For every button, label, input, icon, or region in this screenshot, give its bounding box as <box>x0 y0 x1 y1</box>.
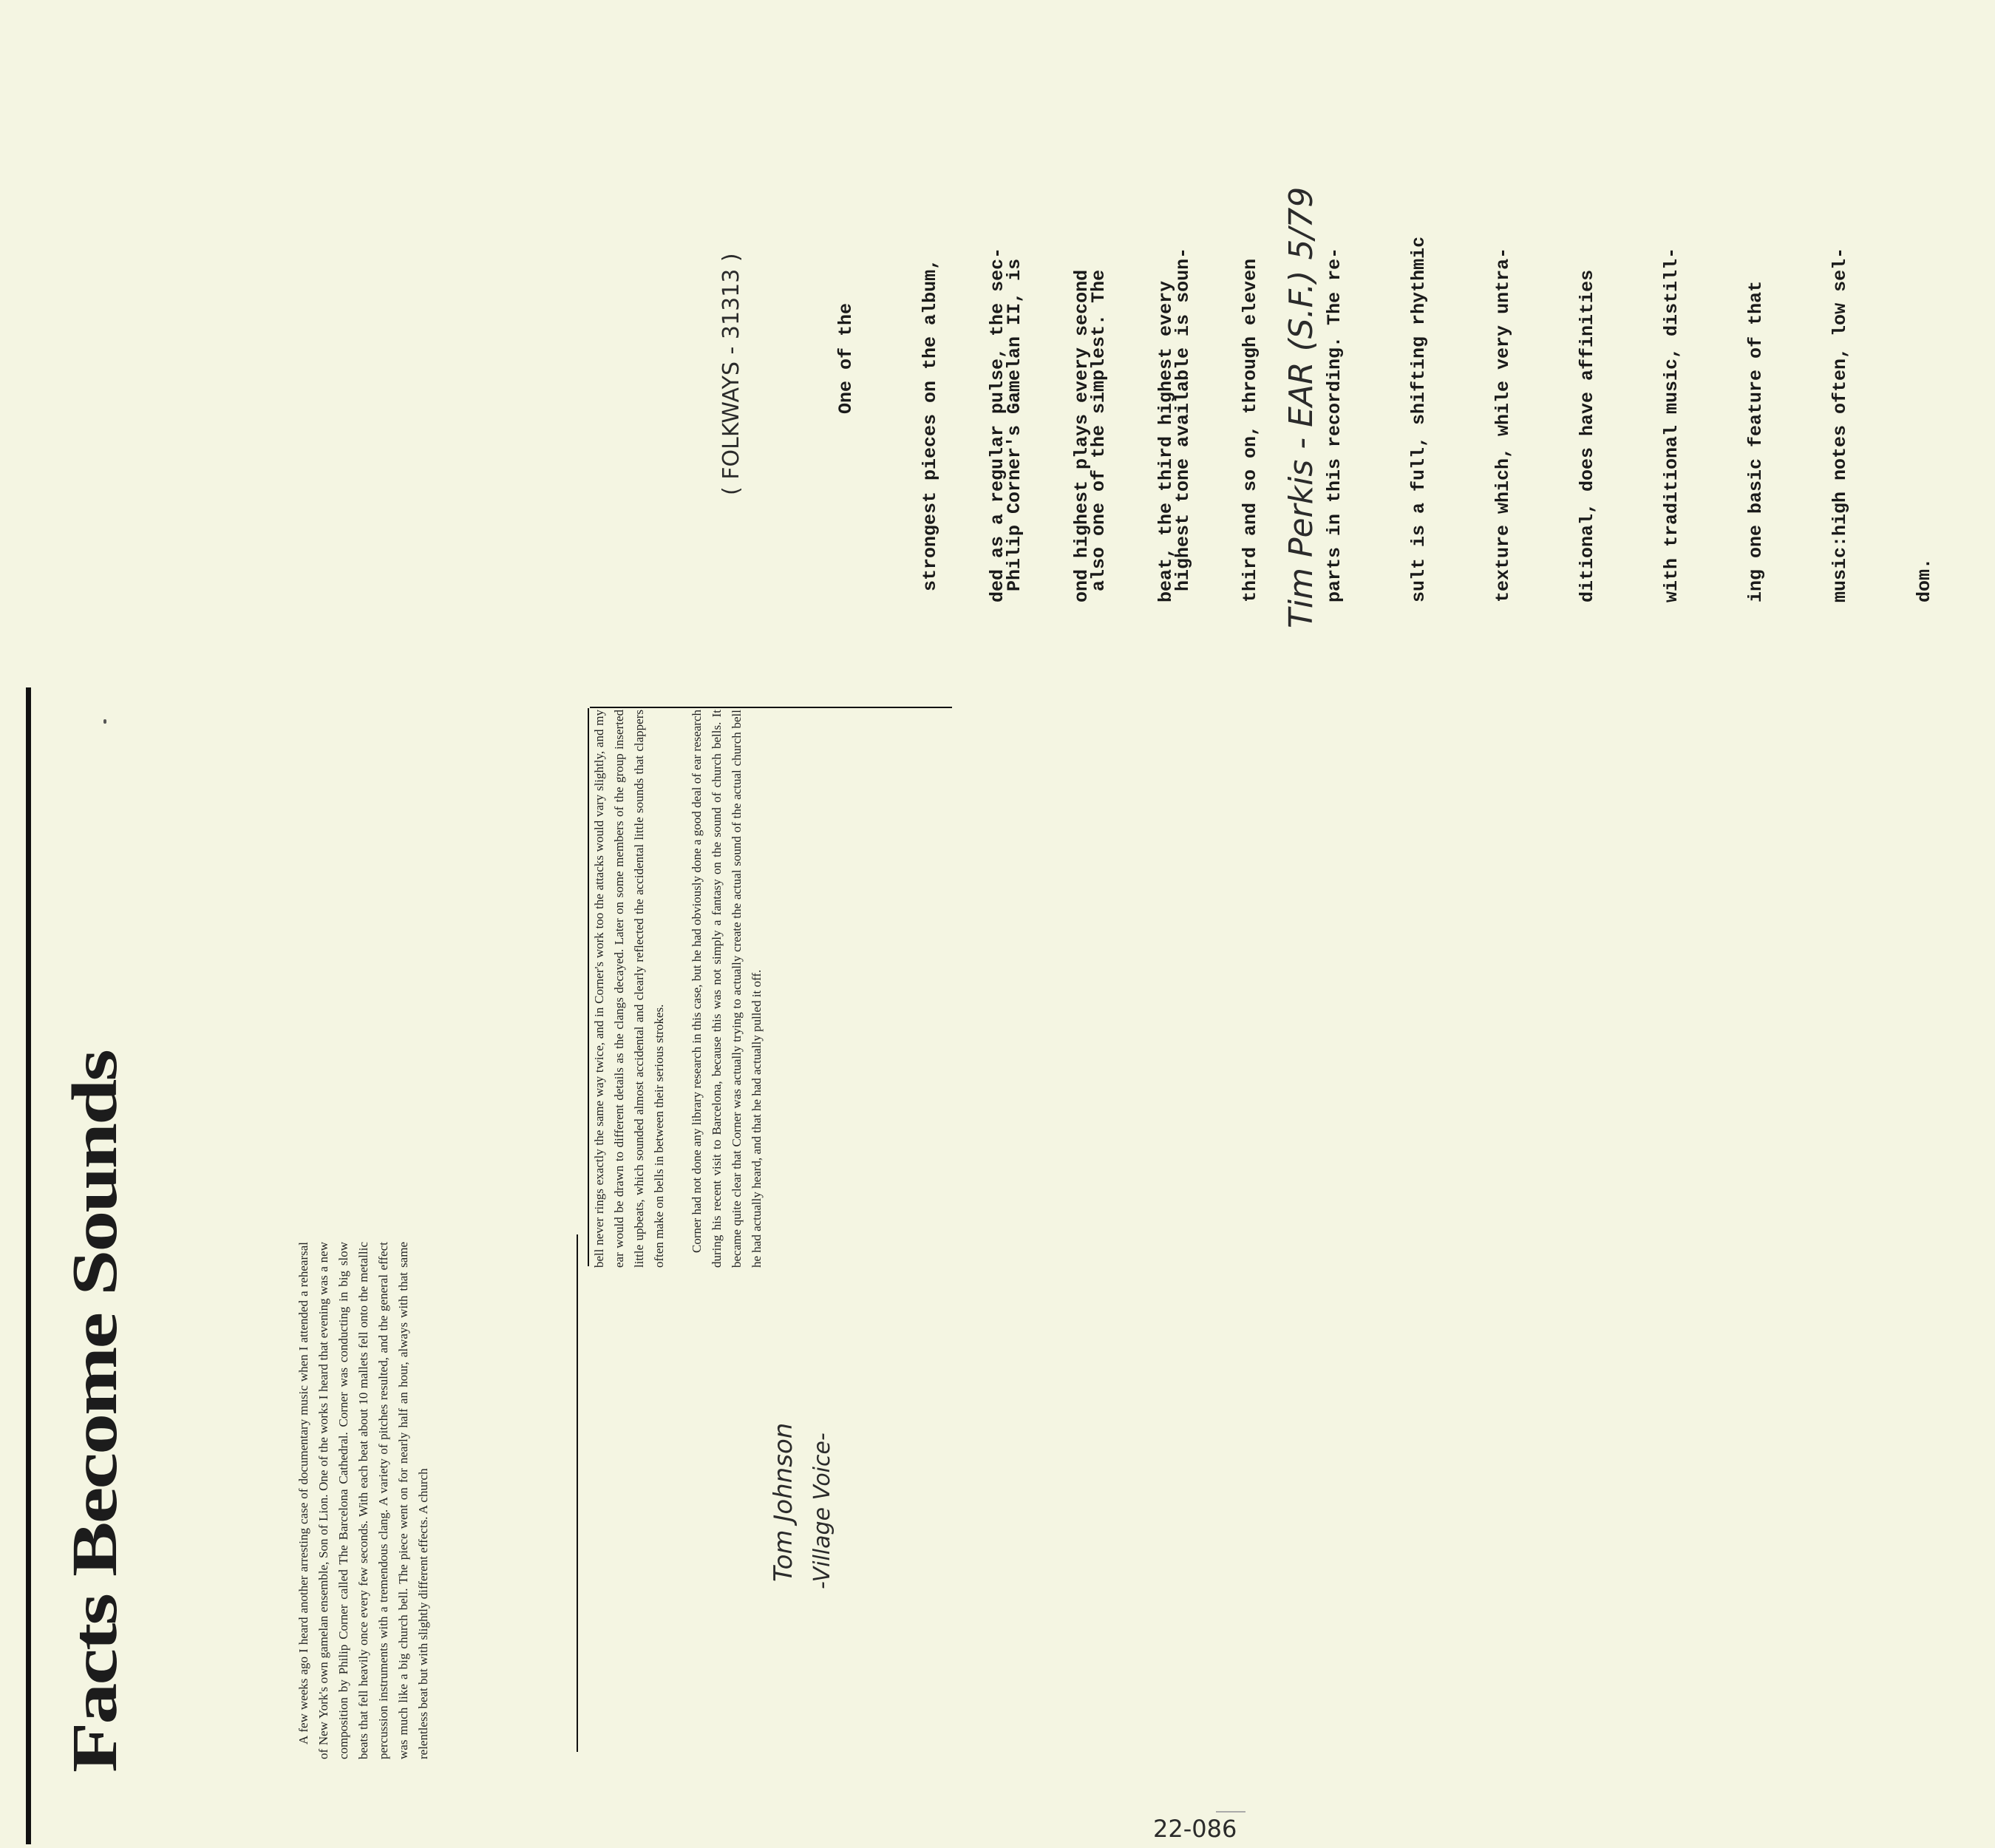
typed-line: with traditional music, distill- <box>1661 247 1682 602</box>
handwritten-reviewer-credit: Tim Perkis - EAR (S.F.) 5/79 <box>1282 186 1320 628</box>
typed-line: ing one basic feature of that <box>1745 280 1767 602</box>
typed-line: dom. <box>1914 557 1935 602</box>
typed-line: Philip Corner's Gamelan II, is <box>1004 258 1025 591</box>
typed-line: ond highest plays every second <box>1071 269 1092 602</box>
typed-line: parts in this recording. The re- <box>1324 247 1345 602</box>
headline-rule <box>26 687 31 1844</box>
speck-mark <box>103 719 106 724</box>
typed-line: strongest pieces on the album, <box>920 258 941 591</box>
column-1-text: A few weeks ago I heard another arresting case of documentary music when I attended a rehearsal of New York's own gamelan ensemble, Son of Lion. One of the works I heard that evening was a new composition by Philip Corner called The Barcelona Cathedral. Corner was conducting in big slow beats that fell heavily once every few seconds. With each beat about 10 mallets fell onto the metallic percussion instruments with a tremendous clang. A variety of pitches resulted, and the general effect was much like a big church bell. The piece went on for nearly half an hour, always with that same relentless beat but with slightly different effects. A church <box>296 1242 430 1759</box>
headline: Facts Become Sounds <box>58 1051 131 1773</box>
column-2-paragraph-1: bell never rings exactly the same way twice, and in Corner's work too the attacks would vary slightly, and my ear would be drawn to different details as the clangs decayed. Later on some members of the group inserted little upbeats, which sounded almost accidental and clearly reflected the accidental little sounds that clappers often make on bells in between their serious strokes. <box>592 710 666 1268</box>
typed-line: One of the <box>835 302 857 591</box>
typed-line: highest tone available is soun- <box>1172 247 1194 591</box>
pencil-mark <box>1216 1811 1245 1813</box>
typed-line: music:high notes often, low sel- <box>1829 247 1851 602</box>
typed-line: sult is a full, shifting rhythmic <box>1408 236 1430 602</box>
typed-line: ditional, does have affinities <box>1577 269 1598 602</box>
typed-line: third and so on, through eleven <box>1240 258 1261 602</box>
column-2-paragraph-2: Corner had not done any library research in this case, but he had obviously done a good deal of ear research during his recent visit to Barcelona, because this was not simply a fantasy on the sound of church bells. It became quite clear that Corner was actually trying to actually create the actual sound of the actual church bell he had actually heard, and that he had actually pulled it off. <box>690 710 764 1268</box>
handwritten-author: Tom Johnson <box>769 1422 798 1582</box>
typed-line: beat, the third highest every <box>1155 280 1177 602</box>
handwritten-publication: -Village Voice- <box>809 1433 835 1589</box>
column-2-top-rule <box>590 707 952 708</box>
archive-number: 22-086 <box>1153 1815 1237 1843</box>
handwritten-folkways: ( FOLKWAYS - 31313 ) <box>718 253 744 495</box>
typed-line: also one of the simplest. The <box>1088 269 1109 591</box>
column-2-side-rule <box>588 708 589 1266</box>
article-column-1 <box>293 1242 567 1759</box>
headline-block <box>44 812 133 1773</box>
typed-line: texture which, while very untra- <box>1492 247 1514 602</box>
typed-line: ded as a regular pulse, the sec- <box>987 247 1008 602</box>
article-column-2 <box>589 710 951 1268</box>
column-divider <box>577 1234 578 1752</box>
